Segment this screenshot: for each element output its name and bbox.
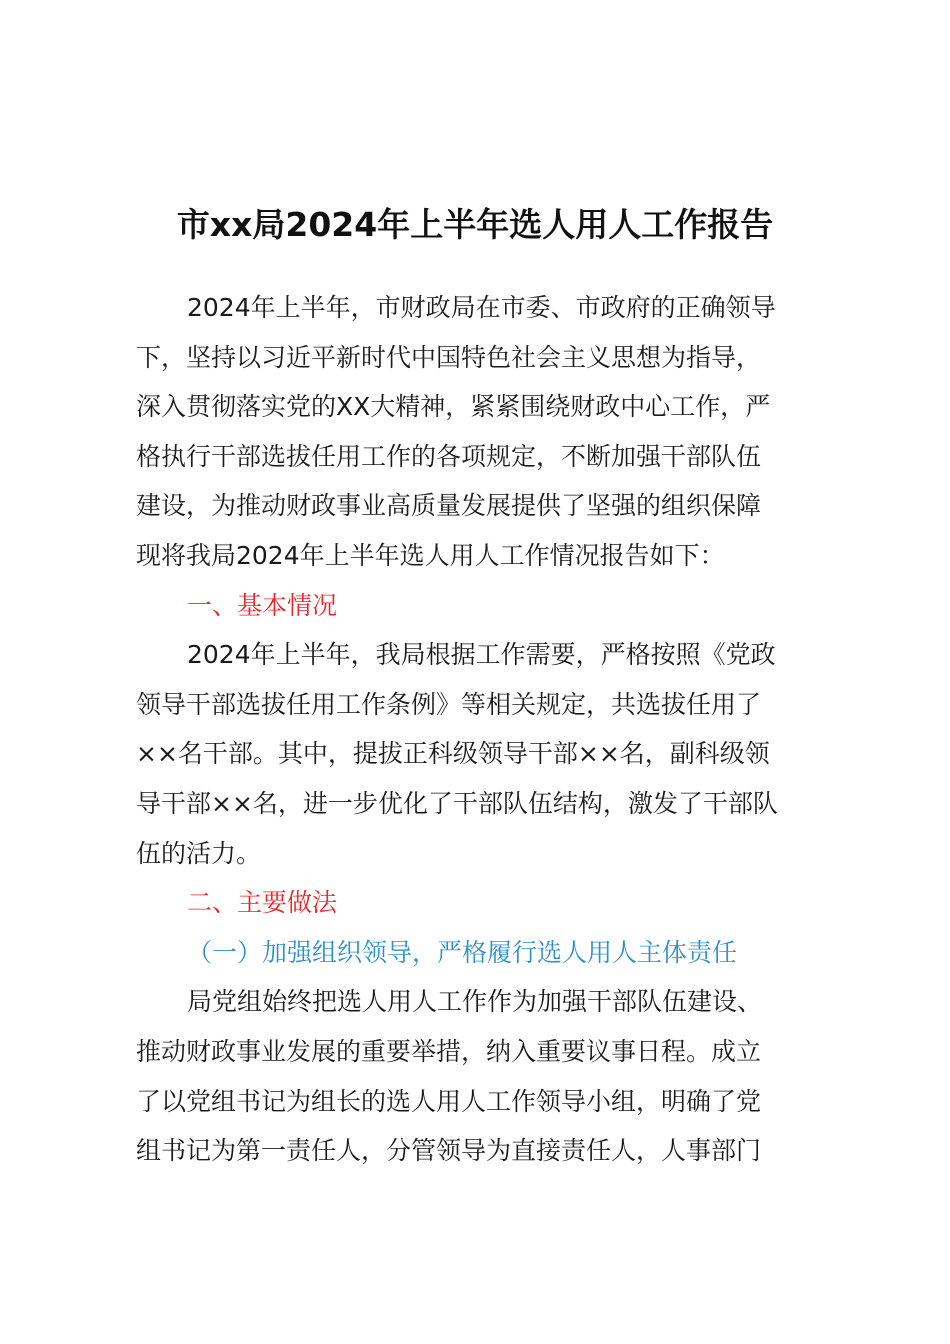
intro-line-4: 格执行干部选拔任用工作的各项规定，不断加强干部队伍 <box>136 441 762 471</box>
subsection-1-line-2: 推动财政事业发展的重要举措，纳入重要议事日程。成立 <box>136 1036 762 1066</box>
intro-line-1: 2024年上半年，市财政局在市委、市政府的正确领导 <box>187 293 776 322</box>
subsection-1-line-4: 组书记为第一责任人，分管领导为直接责任人，人事部门 <box>136 1136 762 1166</box>
document-body <box>136 283 856 1176</box>
section-1-line-4: 导干部××名，进一步优化了干部队伍结构，激发了干部队 <box>136 788 778 818</box>
section-1-line-5: 伍的活力。 <box>136 838 262 868</box>
intro-line-3: 深入贯彻落实党的XX大精神，紧紧围绕财政中心工作，严 <box>136 392 771 422</box>
section-1-line-2: 领导干部选拔任用工作条例》等相关规定，共选拔任用了 <box>136 689 762 719</box>
subsection-1-line-1: 局党组始终把选人用人工作作为加强干部队伍建设、 <box>187 987 763 1017</box>
section-1-line-1: 2024年上半年，我局根据工作需要，严格按照《党政 <box>187 640 776 670</box>
intro-line-2: 下，坚持以习近平新时代中国特色社会主义思想为指导， <box>136 342 762 372</box>
subsection-1-line-3: 了以党组书记为组长的选人用人工作领导小组，明确了党 <box>136 1086 762 1116</box>
subsection-1-heading: （一）加强组织领导，严格履行选人用人主体责任 <box>187 937 738 967</box>
intro-line-6: 现将我局2024年上半年选人用人工作情况报告如下： <box>136 540 725 570</box>
document-title: 市xx局2024年上半年选人用人工作报告 <box>176 205 774 244</box>
section-1-heading: 一、基本情况 <box>187 590 338 620</box>
intro-line-5: 建设，为推动财政事业高质量发展提供了坚强的组织保障 <box>136 491 762 521</box>
section-2-heading: 二、主要做法 <box>187 888 338 918</box>
section-1-line-3: ××名干部。其中，提拔正科级领导干部××名，副科级领 <box>136 739 770 769</box>
